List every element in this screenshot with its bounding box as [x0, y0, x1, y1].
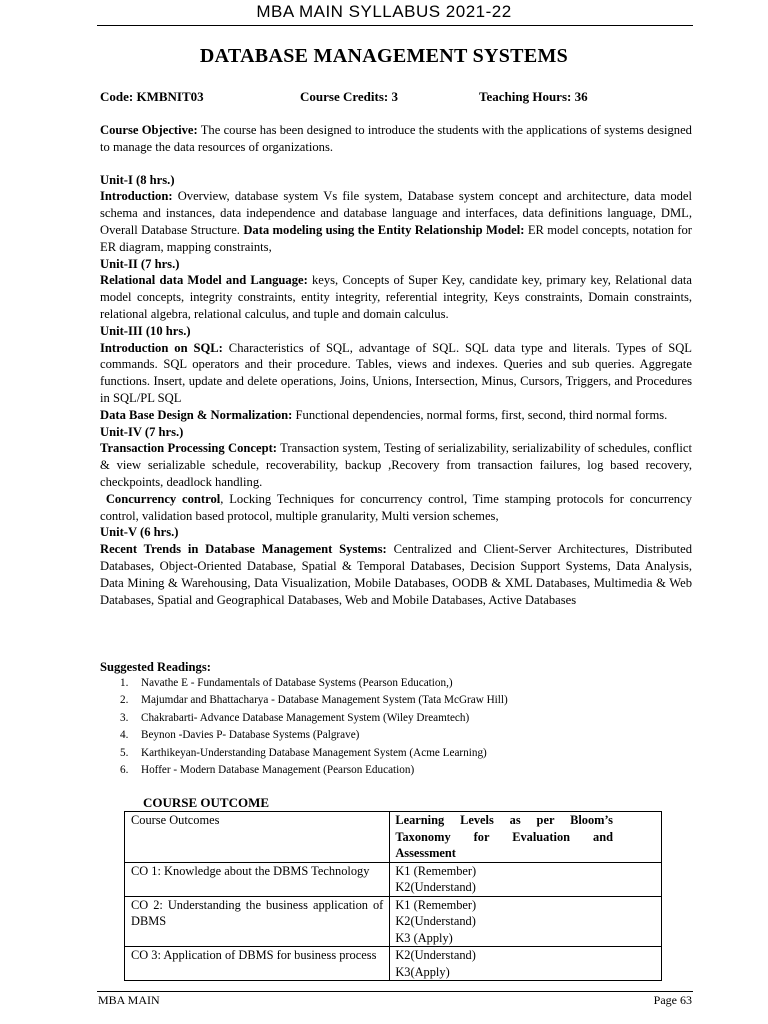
unit-1-heading: Unit-I (8 hrs.)	[100, 172, 175, 187]
reading-item	[120, 692, 680, 709]
document-title: DATABASE MANAGEMENT SYSTEMS	[199, 45, 569, 67]
unit-3-sql-text: Characteristics of SQL, advantage of SQL. SQL data type and literals. Types of SQL commands. SQL operators and their procedure. Tables, views and indexes. Queries and sub queries. Aggregate functions. Insert, update and delete operations, Joins, Unions, Intersection, Minus, Cursors, Triggers, and Procedures in SQL/PL SQL	[100, 340, 693, 405]
table-header-row	[125, 812, 662, 863]
reading-number: 4.	[120, 729, 129, 742]
course-outcome-table	[124, 811, 662, 981]
levels-cell	[390, 947, 662, 981]
level-item: K2(Understand)	[395, 914, 476, 928]
reading-number: 1.	[120, 677, 129, 689]
page-number: Page 63	[653, 993, 692, 1007]
footer-left: MBA MAIN	[98, 993, 160, 1007]
unit-4-tp-text: Transaction system, Testing of serializability, serializability of schedules, conflict & view serializable schedule, recoverability, backup ,Recovery from transaction failures, log based recovery, checkpoints, deadlock handling.	[100, 441, 692, 489]
levels-cell	[390, 896, 662, 947]
unit-3-sql-content	[100, 340, 692, 407]
reading-text: Beynon -Davies P- Database Systems (Palgrave)	[141, 729, 360, 742]
unit-3-design-label: Data Base Design & Normalization:	[100, 407, 293, 422]
column-header-outcomes: Course Outcomes	[125, 812, 390, 863]
unit-4-cc-content	[100, 491, 692, 525]
outcome-cell: CO 2: Understanding the business application of DBMS	[125, 896, 390, 947]
reading-item	[120, 675, 680, 692]
level-item: K1 (Remember)	[395, 863, 477, 878]
unit-4-cc-label: Concurrency control	[105, 491, 221, 506]
reading-item	[120, 710, 680, 727]
unit-5-label: Recent Trends in Database Management Systems:	[100, 542, 387, 557]
header-rule	[97, 25, 693, 26]
unit-1-intro-text: Overview, database system Vs file system, Database system concept and architecture, data model schema and instances, data independence and database language and interfaces, data definitions language, DML, Overall Database Structure.	[100, 189, 692, 237]
unit-2-content	[100, 272, 692, 322]
objective-text: The course has been designed to introduce the students with the applications of systems designed to manage the data resources of organizations.	[100, 123, 692, 154]
level-item: K2(Understand)	[395, 948, 476, 962]
table-row	[125, 947, 662, 981]
table-row	[125, 862, 662, 896]
course-objective	[100, 122, 692, 156]
unit-2-heading: Unit-II (7 hrs.)	[100, 256, 180, 271]
course-credits: Course Credits: 3	[300, 89, 398, 104]
outcome-cell: CO 1: Knowledge about the DBMS Technology	[125, 862, 390, 896]
course-outcome-title: COURSE OUTCOME	[143, 795, 270, 810]
suggested-readings-list	[120, 675, 680, 779]
column-header-learning-levels: Learning Levels as per Bloom’s Taxonomy for Evaluation and Assessment	[390, 812, 662, 863]
objective-label: Course Objective:	[100, 123, 198, 137]
footer-rule	[97, 991, 693, 992]
reading-text: Chakrabarti- Advance Database Management System (Wiley Dreamtech)	[141, 711, 470, 724]
unit-3-sql-label: Introduction on SQL:	[100, 340, 223, 355]
unit-5-text: Centralized and Client-Server Architectures, Distributed Databases, Object-Oriented Database, Spatial & Temporal Databases, Decision Support Systems, Data Analysis, Data Mining & Warehousing, Data Visualization, Mobile Databases, OODB & XML Databases, Multimedia & Web Databases, Spatial and Geographical Databases, Web and Mobile Databases, Active Databases	[100, 542, 692, 607]
level-item: K3 (Apply)	[395, 930, 453, 945]
unit-3-design-content	[100, 407, 692, 424]
reading-text: Karthikeyan-Understanding Database Management System (Acme Learning)	[141, 746, 487, 759]
unit-1-intro-label: Introduction:	[100, 189, 173, 204]
reading-text: Navathe E - Fundamentals of Database Systems (Pearson Education,)	[141, 677, 453, 689]
unit-1-er-label: Data modeling using the Entity Relationship Model:	[243, 222, 525, 237]
reading-item	[120, 745, 680, 762]
unit-3-design-text: Functional dependencies, normal forms, first, second, third normal forms.	[292, 407, 668, 422]
reading-text: Hoffer - Modern Database Management (Pearson Education)	[141, 764, 415, 777]
unit-4-tp-content	[100, 440, 692, 490]
reading-number: 5.	[120, 746, 129, 759]
reading-item	[120, 727, 680, 744]
syllabus-body	[100, 122, 692, 608]
reading-text: Majumdar and Bhattacharya - Database Management System (Tata McGraw Hill)	[141, 694, 508, 707]
level-item: K1 (Remember)	[395, 897, 477, 912]
unit-4-heading: Unit-IV (7 hrs.)	[100, 424, 184, 439]
unit-4-tp-label: Transaction Processing Concept:	[100, 441, 278, 456]
reading-number: 6.	[120, 764, 129, 777]
reading-number: 3.	[120, 711, 129, 724]
unit-2-text: keys, Concepts of Super Key, candidate key, primary key, Relational data model concepts, integrity constraints, entity integrity, referential integrity, Keys constraints, Domain constraints, relational algebra, relational calculus, and tuple and domain calculus.	[100, 273, 692, 321]
level-item: K3(Apply)	[395, 964, 450, 979]
unit-5-content	[100, 541, 692, 608]
outcome-cell: CO 3: Application of DBMS for business process	[125, 947, 390, 981]
unit-1-content	[100, 188, 692, 255]
suggested-readings-title: Suggested Readings:	[100, 660, 211, 674]
table-row	[125, 896, 662, 947]
course-code: Code: KMBNIT03	[100, 89, 204, 104]
page-header: MBA MAIN SYLLABUS 2021-22	[256, 2, 512, 21]
levels-cell	[390, 862, 662, 896]
unit-2-label: Relational data Model and Language:	[100, 273, 308, 288]
level-item: K2(Understand)	[395, 880, 476, 894]
unit-4-cc-text: , Locking Techniques for concurrency control, Time stamping protocols for concurrency control, validation based protocol, multiple granularity, Multi version schemes,	[100, 491, 692, 523]
reading-item	[120, 762, 680, 779]
unit-5-heading: Unit-V (6 hrs.)	[100, 525, 179, 540]
unit-1-er-text: ER model concepts, notation for ER diagram, mapping constraints,	[100, 222, 693, 254]
reading-number: 2.	[120, 694, 129, 707]
teaching-hours: Teaching Hours: 36	[479, 89, 588, 104]
unit-3-heading: Unit-III (10 hrs.)	[100, 323, 191, 338]
